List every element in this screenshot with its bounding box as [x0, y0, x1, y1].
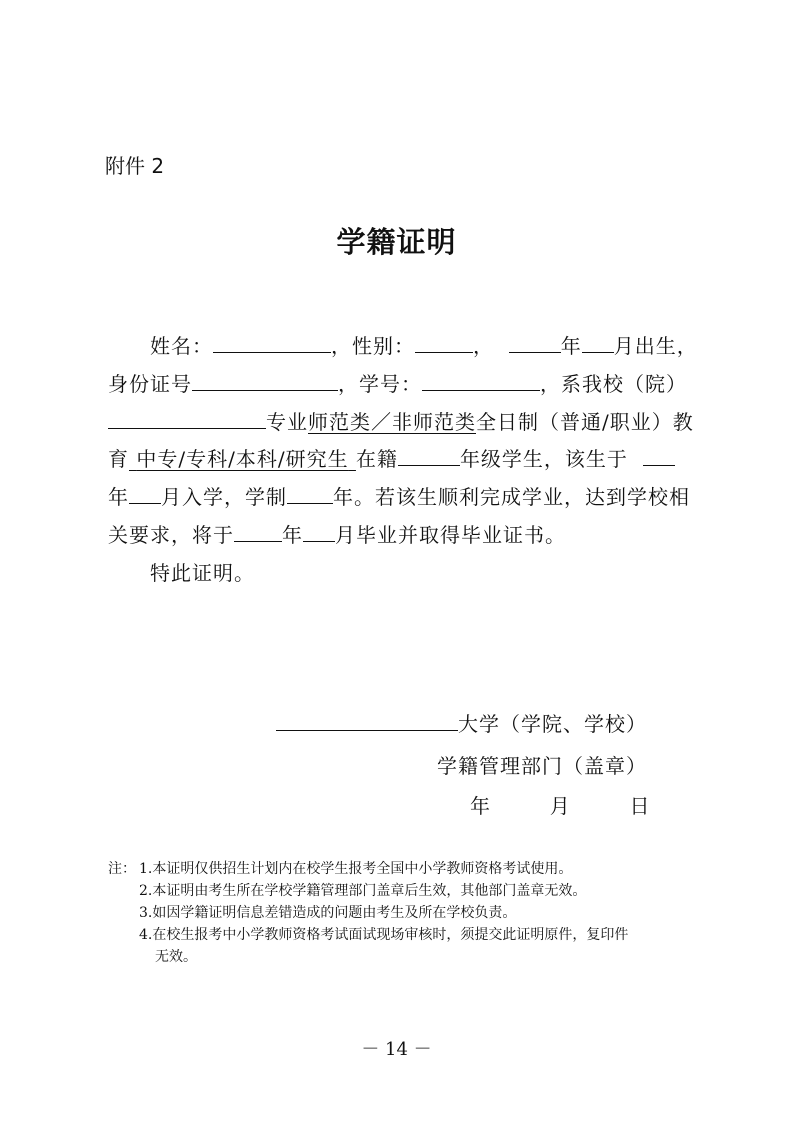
enroll-year-blank: [643, 447, 675, 466]
body-line-2: 身份证号 ，学号： ，系我校（院）: [108, 372, 687, 396]
name-blank: [213, 334, 331, 353]
duration-blank: [287, 485, 333, 504]
note-item: 4.在校生报考中小学教师资格考试面试现场审核时，须提交此证明原件，复印件: [139, 927, 629, 943]
note-item: 1.本证明仅供招生计划内在校学生报考全国中小学教师资格考试使用。: [139, 861, 573, 877]
grad-month-blank: [303, 523, 335, 542]
page-number: － 14 －: [361, 1039, 432, 1060]
body-line-3: 专业师范类／非师范类全日制（普通/职业）教: [108, 406, 694, 435]
grade-blank: [398, 447, 460, 466]
normal-type-option: 师范类／非师范类: [308, 410, 476, 434]
student-no-label: ，学号：: [338, 372, 422, 396]
signature-date: 年 月 日: [470, 794, 651, 818]
student-no-blank: [422, 372, 540, 391]
body-line-5: 年 月入学，学制 年。若该生顺利完成学业，达到学校相: [108, 485, 690, 509]
attachment-label: 附件 2: [105, 154, 165, 178]
body-line-1: 姓名： ，性别： ， 年 月出生，: [150, 334, 698, 358]
body-line-4: 育 中专/专科/本科/研究生 在籍 年级学生，该生于: [108, 443, 675, 472]
birth-month-blank: [582, 334, 614, 353]
gender-blank: [415, 334, 473, 353]
notes-prefix: 注：: [108, 861, 136, 877]
enroll-month-blank: [129, 485, 161, 504]
note-item-continued: 无效。: [155, 949, 197, 965]
note-item: 2.本证明由考生所在学校学籍管理部门盖章后生效，其他部门盖章无效。: [139, 883, 587, 899]
major-blank: [108, 410, 266, 429]
birth-year-blank: [509, 334, 561, 353]
signature-university-line: 大学（学院、学校）: [276, 708, 647, 737]
education-level-option: 中专/专科/本科/研究生: [136, 447, 349, 471]
body-line-6: 关要求，将于 年 月毕业并取得毕业证书。: [108, 523, 566, 547]
document-title: 学籍证明: [336, 225, 457, 259]
signature-dept: 学籍管理部门（盖章）: [437, 754, 647, 778]
university-blank: [276, 712, 458, 731]
id-label: 身份证号: [108, 372, 192, 396]
id-number-blank: [192, 372, 338, 391]
gender-label: ，性别：: [331, 334, 415, 358]
grad-year-blank: [234, 523, 282, 542]
note-item: 3.如因学籍证明信息差错造成的问题由考生及所在学校负责。: [139, 905, 517, 921]
certify-statement: 特此证明。: [150, 561, 255, 585]
name-label: 姓名：: [150, 334, 213, 358]
